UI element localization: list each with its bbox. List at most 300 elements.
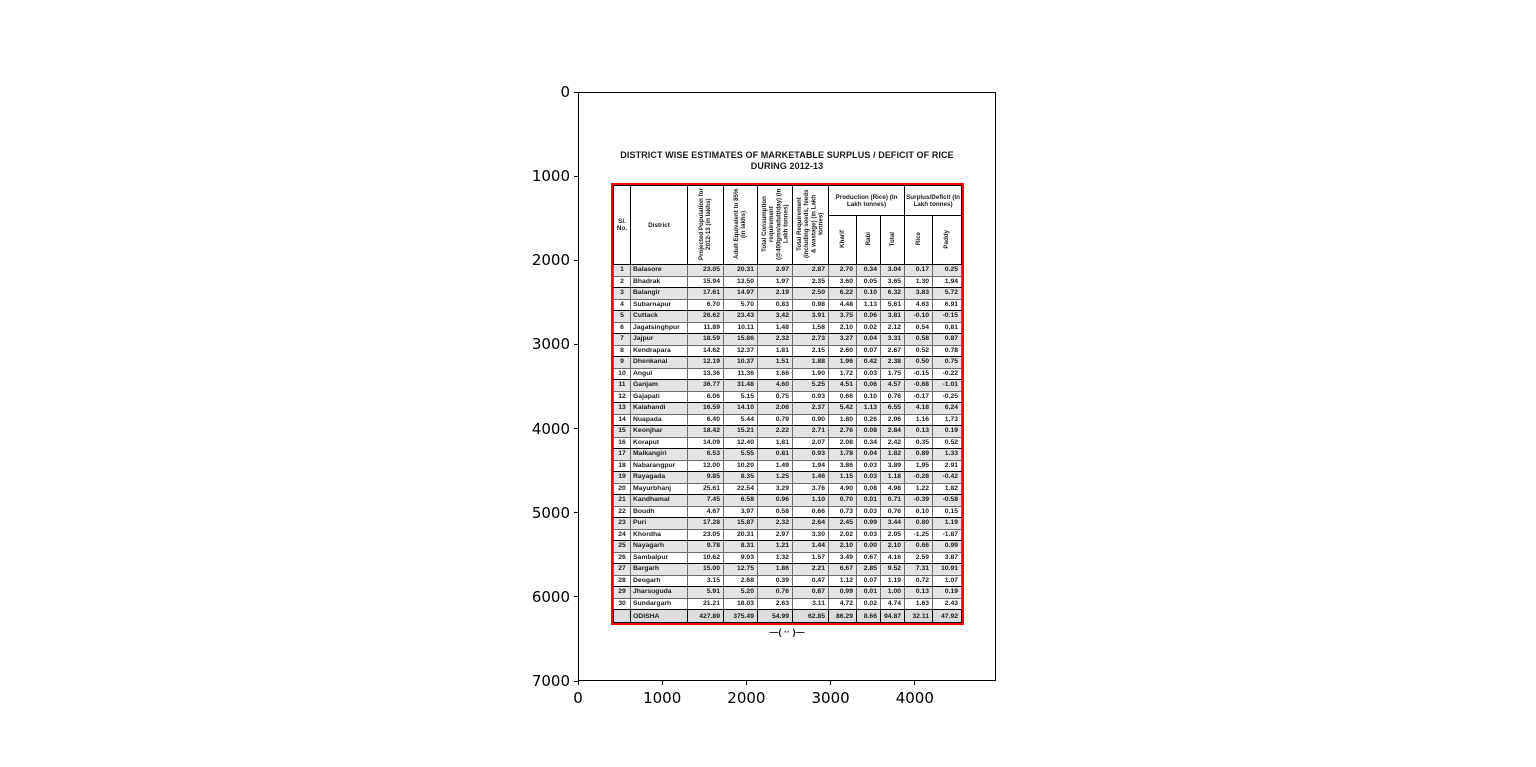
cell-value: 2.05 <box>881 529 905 541</box>
cell-value: 0.76 <box>758 587 793 599</box>
cell-value: 5.61 <box>881 299 905 311</box>
cell-district: Balasore <box>631 265 688 277</box>
cell-value: 0.13 <box>905 426 933 438</box>
cell-district: Sundargarh <box>631 598 688 610</box>
cell-value: 0.13 <box>905 587 933 599</box>
cell-value: 0.81 <box>933 322 962 334</box>
cell-value: 0.19 <box>933 426 962 438</box>
cell-value: -0.15 <box>933 311 962 323</box>
cell-value: 0.75 <box>933 357 962 369</box>
cell-sl-no: 26 <box>614 552 631 564</box>
cell-sl-no: 13 <box>614 403 631 415</box>
column-header-adult: Adult Equivalent to 85% (in lakhs) <box>724 186 758 265</box>
cell-value: 0.01 <box>857 587 881 599</box>
cell-value: 2.08 <box>829 437 857 449</box>
column-subheader-label: Rice <box>914 232 922 246</box>
cell-value: 12.40 <box>724 437 758 449</box>
cell-value: 0.93 <box>793 449 829 461</box>
cell-value: 0.01 <box>857 495 881 507</box>
cell-district: Kandhamal <box>631 495 688 507</box>
cell-value: 2.35 <box>793 276 829 288</box>
cell-value: 3.44 <box>881 518 905 530</box>
cell-value: 0.99 <box>829 587 857 599</box>
axes <box>578 92 996 681</box>
cell-value: 0.02 <box>857 598 881 610</box>
cell-value: 2.59 <box>905 552 933 564</box>
cell-sl-no: 14 <box>614 414 631 426</box>
table-row <box>614 334 962 346</box>
y-tick-label: 5000 <box>531 503 570 522</box>
cell-sl-no: 4 <box>614 299 631 311</box>
page-number-mark: —( ·· )— <box>769 627 805 637</box>
table-row <box>614 598 962 610</box>
cell-value: 13.36 <box>688 368 724 380</box>
cell-value: 4.90 <box>829 483 857 495</box>
cell-value: 2.10 <box>881 541 905 553</box>
cell-value: -0.58 <box>933 495 962 507</box>
cell-value: 0.47 <box>793 575 829 587</box>
table-row <box>614 288 962 300</box>
x-tick-mark <box>578 681 579 685</box>
cell-value: 1.44 <box>793 541 829 553</box>
cell-value: 3.81 <box>881 311 905 323</box>
cell-value: 1.82 <box>933 483 962 495</box>
table-row <box>614 472 962 484</box>
cell-value: 0.04 <box>857 449 881 461</box>
cell-value: 3.60 <box>829 276 857 288</box>
cell-value: 6.91 <box>933 299 962 311</box>
column-subheader-total <box>881 216 905 265</box>
cell-value: 21.21 <box>688 598 724 610</box>
cell-value: 0.34 <box>857 265 881 277</box>
cell-value: 1.75 <box>881 368 905 380</box>
cell-value: 12.37 <box>724 345 758 357</box>
cell-value: 3.30 <box>793 529 829 541</box>
cell-value: 1.81 <box>758 345 793 357</box>
cell-value: 0.10 <box>857 391 881 403</box>
cell-value: 15.94 <box>688 276 724 288</box>
cell-value: 0.93 <box>793 391 829 403</box>
cell-value: 0.17 <box>905 265 933 277</box>
cell-value: 0.58 <box>905 334 933 346</box>
cell-value: 32.11 <box>905 610 933 623</box>
cell-value: 0.10 <box>857 288 881 300</box>
cell-value: 1.13 <box>857 299 881 311</box>
cell-value: 3.49 <box>829 552 857 564</box>
cell-value: 1.13 <box>857 403 881 415</box>
cell-value: 11.89 <box>688 322 724 334</box>
cell-value: 0.98 <box>793 299 829 311</box>
cell-value: 47.92 <box>933 610 962 623</box>
cell-value: 4.16 <box>881 552 905 564</box>
cell-district: Malkangiri <box>631 449 688 461</box>
cell-value: 1.96 <box>829 357 857 369</box>
cell-sl-no: 11 <box>614 380 631 392</box>
cell-value: 3.91 <box>793 311 829 323</box>
cell-value: 2.84 <box>881 426 905 438</box>
cell-value: 3.75 <box>829 311 857 323</box>
cell-value: 2.10 <box>829 541 857 553</box>
cell-value: 86.29 <box>829 610 857 623</box>
table-row <box>614 495 962 507</box>
cell-value: -0.25 <box>933 391 962 403</box>
cell-value: 4.72 <box>829 598 857 610</box>
cell-value: 0.50 <box>905 357 933 369</box>
cell-value: 23.05 <box>688 529 724 541</box>
cell-district: Jharsuguda <box>631 587 688 599</box>
cell-value: 0.81 <box>758 449 793 461</box>
cell-value: -1.25 <box>905 529 933 541</box>
cell-sl-no: 22 <box>614 506 631 518</box>
column-subheader-paddy <box>933 216 962 265</box>
cell-district: Keonjhar <box>631 426 688 438</box>
cell-value: 26.62 <box>688 311 724 323</box>
cell-value: 3.76 <box>793 483 829 495</box>
cell-value: 0.75 <box>758 391 793 403</box>
cell-value: -0.28 <box>905 472 933 484</box>
cell-value: 1.00 <box>881 587 905 599</box>
cell-district: Boudh <box>631 506 688 518</box>
x-tick-mark <box>914 681 915 685</box>
cell-value: 20.31 <box>724 529 758 541</box>
y-tick-mark <box>574 344 578 345</box>
x-tick-mark <box>830 681 831 685</box>
cell-value: 2.64 <box>793 518 829 530</box>
cell-value: 9.52 <box>881 564 905 576</box>
cell-value: 0.79 <box>758 414 793 426</box>
cell-value: 1.94 <box>793 460 829 472</box>
cell-value: 6.70 <box>688 299 724 311</box>
cell-value: 0.83 <box>758 299 793 311</box>
table-row <box>614 380 962 392</box>
x-tick-label: 1000 <box>643 689 682 707</box>
cell-sl-no: 23 <box>614 518 631 530</box>
cell-value: 17.61 <box>688 288 724 300</box>
cell-sl-no: 16 <box>614 437 631 449</box>
cell-value: 1.94 <box>933 276 962 288</box>
cell-district: Koraput <box>631 437 688 449</box>
table-row <box>614 541 962 553</box>
table-row <box>614 403 962 415</box>
cell-value: 0.90 <box>793 414 829 426</box>
y-tick-label: 4000 <box>531 419 570 438</box>
cell-district: Khordha <box>631 529 688 541</box>
y-tick-label: 2000 <box>531 251 570 270</box>
y-tick-mark <box>574 176 578 177</box>
cell-value: 14.10 <box>724 403 758 415</box>
cell-value: 0.96 <box>758 495 793 507</box>
cell-value: 3.04 <box>881 265 905 277</box>
column-subheader-label: Rabi <box>864 232 872 246</box>
cell-sl-no: 30 <box>614 598 631 610</box>
cell-value: 0.52 <box>933 437 962 449</box>
cell-value: 0.10 <box>905 506 933 518</box>
cell-value: 2.15 <box>793 345 829 357</box>
cell-value: 1.57 <box>793 552 829 564</box>
cell-value: 10.91 <box>933 564 962 576</box>
scan-title <box>579 150 995 172</box>
cell-value: 1.80 <box>829 414 857 426</box>
cell-district: Balangir <box>631 288 688 300</box>
scan-title-line1: DISTRICT WISE ESTIMATES OF MARKETABLE SURPLUS / DEFICIT OF RICE <box>620 150 954 160</box>
cell-value: 1.95 <box>905 460 933 472</box>
cell-value: 1.49 <box>758 460 793 472</box>
cell-district: Mayurbhanj <box>631 483 688 495</box>
y-tick-mark <box>574 260 578 261</box>
y-tick-label: 1000 <box>531 167 570 186</box>
cell-sl-no: 27 <box>614 564 631 576</box>
cell-value: 2.21 <box>793 564 829 576</box>
cell-value: 0.78 <box>933 345 962 357</box>
cell-value: 31.48 <box>724 380 758 392</box>
table-row <box>614 299 962 311</box>
cell-value: 1.97 <box>758 276 793 288</box>
scan-title-line2: DURING 2012-13 <box>750 161 824 171</box>
cell-value: 1.90 <box>793 368 829 380</box>
x-tick-mark <box>746 681 747 685</box>
cell-district: ODISHA <box>631 610 688 623</box>
cell-value: 1.32 <box>758 552 793 564</box>
cell-value: 10.37 <box>724 357 758 369</box>
column-subheader-label: Paddy <box>943 229 951 249</box>
cell-value: 13.50 <box>724 276 758 288</box>
cell-value: 0.58 <box>758 506 793 518</box>
column-group-production: Production (Rice) (In Lakh tonnes) <box>829 186 905 216</box>
cell-value: 15.00 <box>688 564 724 576</box>
cell-value: 12.75 <box>724 564 758 576</box>
cell-value: 62.85 <box>793 610 829 623</box>
cell-value: 8.66 <box>857 610 881 623</box>
cell-district: Bargarh <box>631 564 688 576</box>
cell-district: Angul <box>631 368 688 380</box>
cell-value: 7.31 <box>905 564 933 576</box>
cell-value: 0.03 <box>857 460 881 472</box>
cell-value: 1.73 <box>933 414 962 426</box>
cell-value: 2.42 <box>881 437 905 449</box>
cell-value: 1.07 <box>933 575 962 587</box>
cell-value: 4.60 <box>758 380 793 392</box>
cell-value: 0.87 <box>793 587 829 599</box>
cell-value: 0.89 <box>905 449 933 461</box>
cell-district: Nayagarh <box>631 541 688 553</box>
cell-sl-no: 18 <box>614 460 631 472</box>
cell-value: 0.35 <box>905 437 933 449</box>
cell-value: 0.99 <box>933 541 962 553</box>
column-header-consumption: Total Consumption requirement (@400gms/adult/day) (in Lakh tonnes) <box>758 186 793 265</box>
cell-value: 3.27 <box>829 334 857 346</box>
cell-value: 6.06 <box>688 391 724 403</box>
cell-value: 2.97 <box>758 265 793 277</box>
cell-value: 54.99 <box>758 610 793 623</box>
cell-value: 0.72 <box>905 575 933 587</box>
cell-district: Ganjam <box>631 380 688 392</box>
cell-value: 2.63 <box>758 598 793 610</box>
cell-value: 23.05 <box>688 265 724 277</box>
cell-value: 5.15 <box>724 391 758 403</box>
x-tick-mark <box>662 681 663 685</box>
cell-value: 2.32 <box>758 518 793 530</box>
cell-value: 0.66 <box>793 506 829 518</box>
cell-value: 0.08 <box>857 426 881 438</box>
cell-value: 2.71 <box>793 426 829 438</box>
cell-value: 2.02 <box>829 529 857 541</box>
cell-value: 0.39 <box>758 575 793 587</box>
cell-value: 94.87 <box>881 610 905 623</box>
cell-sl-no: 8 <box>614 345 631 357</box>
cell-value: 2.06 <box>881 414 905 426</box>
cell-value: 22.54 <box>724 483 758 495</box>
cell-value: 10.20 <box>724 460 758 472</box>
cell-value: 0.66 <box>905 541 933 553</box>
cell-value: 6.55 <box>881 403 905 415</box>
cell-value: 4.18 <box>905 403 933 415</box>
column-subheader-kharif <box>829 216 857 265</box>
cell-value: 6.40 <box>688 414 724 426</box>
cell-value: 0.03 <box>857 529 881 541</box>
cell-value: 0.80 <box>905 518 933 530</box>
cell-value: 5.42 <box>829 403 857 415</box>
cell-value: 10.62 <box>688 552 724 564</box>
table-row <box>614 322 962 334</box>
cell-value: 18.59 <box>688 334 724 346</box>
cell-value: 3.29 <box>758 483 793 495</box>
cell-sl-no: 2 <box>614 276 631 288</box>
cell-value: 5.91 <box>688 587 724 599</box>
y-tick-label: 0 <box>560 83 570 101</box>
cell-sl-no: 3 <box>614 288 631 300</box>
cell-value: 4.57 <box>881 380 905 392</box>
cell-value: 3.15 <box>688 575 724 587</box>
cell-district: Jagatsinghpur <box>631 322 688 334</box>
cell-value: 0.08 <box>857 483 881 495</box>
cell-value: 2.07 <box>793 437 829 449</box>
table-row <box>614 587 962 599</box>
column-group-surplus: Surplus/Deficit (In Lakh tonnes) <box>905 186 962 216</box>
cell-value: 2.22 <box>758 426 793 438</box>
cell-value: 0.66 <box>829 391 857 403</box>
cell-value: 3.11 <box>793 598 829 610</box>
y-tick-label: 7000 <box>531 672 570 690</box>
cell-value: 375.49 <box>724 610 758 623</box>
cell-value: 8.35 <box>724 472 758 484</box>
cell-district: Bhadrak <box>631 276 688 288</box>
x-tick-label: 0 <box>573 689 583 707</box>
x-tick-label: 3000 <box>811 689 850 707</box>
cell-value: 2.12 <box>881 322 905 334</box>
y-tick-mark <box>574 92 578 93</box>
cell-value: 2.91 <box>933 460 962 472</box>
cell-value: 0.70 <box>829 495 857 507</box>
cell-value: 0.54 <box>905 322 933 334</box>
cell-value: 2.43 <box>933 598 962 610</box>
cell-district: Nabarangpur <box>631 460 688 472</box>
cell-value: 17.28 <box>688 518 724 530</box>
cell-sl-no: 28 <box>614 575 631 587</box>
cell-value: 2.76 <box>829 426 857 438</box>
cell-value: -1.87 <box>933 529 962 541</box>
table-row <box>614 357 962 369</box>
cell-value: 2.38 <box>881 357 905 369</box>
cell-value: 1.21 <box>758 541 793 553</box>
cell-value: 0.03 <box>857 506 881 518</box>
cell-value: 3.65 <box>881 276 905 288</box>
cell-value: 5.20 <box>724 587 758 599</box>
cell-value: 2.37 <box>793 403 829 415</box>
table-row <box>614 552 962 564</box>
cell-value: 16.59 <box>688 403 724 415</box>
cell-value: 2.45 <box>829 518 857 530</box>
cell-value: 36.77 <box>688 380 724 392</box>
cell-value: 6.32 <box>881 288 905 300</box>
cell-value: 0.42 <box>857 357 881 369</box>
cell-value: 4.98 <box>881 483 905 495</box>
cell-value: 14.09 <box>688 437 724 449</box>
cell-sl-no: 1 <box>614 265 631 277</box>
cell-district: Cuttack <box>631 311 688 323</box>
cell-value: -1.01 <box>933 380 962 392</box>
table-row <box>614 437 962 449</box>
table-row <box>614 575 962 587</box>
cell-value: 1.51 <box>758 357 793 369</box>
cell-value: 9.85 <box>688 472 724 484</box>
cell-value: 5.72 <box>933 288 962 300</box>
column-subheader-label: Kharif <box>838 230 846 248</box>
cell-sl-no: 29 <box>614 587 631 599</box>
cell-value: -0.22 <box>933 368 962 380</box>
cell-value: 1.48 <box>758 322 793 334</box>
cell-value: 0.06 <box>857 311 881 323</box>
cell-value: 25.61 <box>688 483 724 495</box>
cell-value: 3.83 <box>905 288 933 300</box>
cell-value: 0.19 <box>933 587 962 599</box>
cell-value: -0.15 <box>905 368 933 380</box>
table-footer <box>614 610 962 623</box>
cell-value: 0.05 <box>857 276 881 288</box>
table-row <box>614 345 962 357</box>
cell-value: 6.58 <box>724 495 758 507</box>
cell-sl-no: 9 <box>614 357 631 369</box>
cell-value: 0.67 <box>857 552 881 564</box>
total-row <box>614 610 962 623</box>
cell-value: 23.43 <box>724 311 758 323</box>
cell-sl-no: 6 <box>614 322 631 334</box>
cell-district: Gajapati <box>631 391 688 403</box>
cell-value: 9.78 <box>688 541 724 553</box>
cell-district: Sambalpur <box>631 552 688 564</box>
cell-district: Rayagada <box>631 472 688 484</box>
column-header-requirement: Total Requirement (including seeds, feeds & wastage) (in Lakh tonnes) <box>793 186 829 265</box>
column-subheader-label: Total <box>888 231 896 247</box>
cell-value: 4.74 <box>881 598 905 610</box>
cell-value: -0.10 <box>905 311 933 323</box>
cell-value: 0.99 <box>857 518 881 530</box>
cell-value: 2.50 <box>793 288 829 300</box>
cell-value: -0.39 <box>905 495 933 507</box>
cell-sl-no: 21 <box>614 495 631 507</box>
cell-value: 0.52 <box>905 345 933 357</box>
cell-value: 12.00 <box>688 460 724 472</box>
cell-value: 0.03 <box>857 368 881 380</box>
column-header-population: Projected Population for 2012-13 (in lakhs) <box>688 186 724 265</box>
cell-value: 15.87 <box>724 518 758 530</box>
table-row <box>614 449 962 461</box>
cell-value: 0.06 <box>857 380 881 392</box>
table-row <box>614 391 962 403</box>
cell-value: 0.07 <box>857 345 881 357</box>
cell-value: 15.86 <box>724 334 758 346</box>
cell-value: 6.67 <box>829 564 857 576</box>
cell-value: 3.31 <box>881 334 905 346</box>
